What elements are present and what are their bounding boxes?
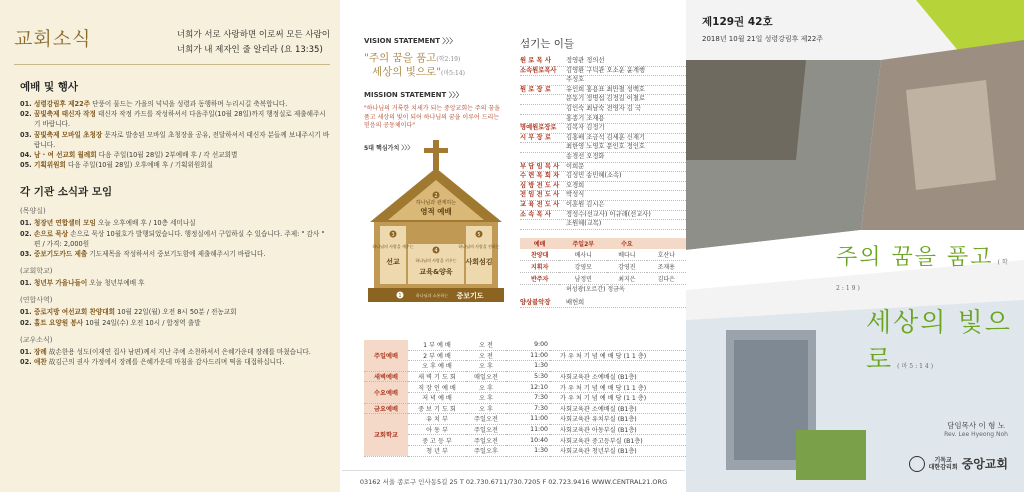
center-value: 교육&양육	[419, 268, 453, 276]
item-body: 손으로 묵상 10월호가 발행되었습니다. 행정실에서 구입하실 수 있습니다. 주제: " 감사 " 편 / 가격: 2,000원	[34, 229, 325, 248]
item-highlight: 꿈빛축제 모바일 초청장	[34, 130, 103, 139]
item-number: 01.	[20, 100, 32, 108]
worship-row	[364, 392, 700, 403]
vision-ref-2: (마5:14)	[441, 70, 465, 77]
staff-names: 송경선 오정화	[566, 152, 605, 160]
choir-wednesday: 김다은	[647, 272, 686, 284]
staff-row	[520, 201, 686, 211]
section-title: 각 기관 소식과 모임	[20, 186, 113, 199]
pastor-name-en: Rev. Lee Hyeong Noh	[944, 431, 1008, 438]
group-name: (목양실)	[20, 207, 46, 216]
left-sub: 하나님의 사랑을 세우는	[372, 244, 414, 249]
worship-row	[364, 435, 700, 446]
choir-head-cell: 수요	[607, 238, 646, 249]
staff-row	[520, 172, 686, 182]
group-name: (교우소식)	[20, 335, 53, 344]
staff-row	[520, 67, 686, 77]
service-name: 청 년 부	[408, 445, 466, 456]
worship-table	[364, 340, 700, 457]
worship-row	[364, 424, 700, 435]
item-highlight: 손으로 묵상	[34, 229, 69, 238]
worship-category: 교회학교	[364, 414, 408, 456]
news-item	[20, 229, 330, 249]
item-text	[34, 109, 330, 129]
staff-role: 시 무 장 로	[520, 133, 551, 141]
center-sub: 하나님의 사람을 키우는	[415, 258, 457, 263]
organist-row	[520, 299, 686, 309]
service-name: 저 녁 예 배	[408, 392, 466, 403]
item-number: 04.	[20, 151, 32, 160]
news-item	[20, 278, 330, 288]
item-number: 05.	[20, 161, 32, 170]
staff-row	[520, 143, 686, 153]
item-number: 02.	[20, 358, 32, 367]
staff-row	[520, 182, 686, 192]
news-header	[14, 8, 330, 65]
worship-category: 금요예배	[364, 403, 408, 414]
item-text	[34, 160, 213, 170]
item-highlight: 성령강림후 제22주	[34, 100, 91, 108]
item-body: 오늘 청년부예배 후	[89, 279, 145, 288]
news-title: 교회소식	[14, 28, 92, 50]
service-place: 사회교육관 중고등부실 (B1층)	[550, 435, 700, 446]
pastor-name: 담임목사 이 형 노	[947, 421, 1005, 430]
left-value: 선교	[386, 258, 400, 266]
header-verse	[177, 28, 330, 58]
service-place: 사회교육관 청년부실 (B1층)	[550, 445, 700, 456]
staff-row	[520, 211, 686, 221]
church-logo	[909, 455, 1008, 472]
worship-category: 수요예배	[364, 382, 408, 403]
trees	[796, 430, 866, 480]
worship-row	[364, 445, 700, 456]
news-item	[20, 218, 330, 228]
pastor-info	[944, 420, 1008, 438]
item-body: 기도제목을 작성하셔서 중보기도함에 제출해주시기 바랍니다.	[89, 250, 266, 259]
service-place: 가 우 처 기 념 예 배 당 (1 1 층)	[550, 382, 700, 393]
item-body: 문자로 발송된 모바일 초청장을 공유, 전달하셔서 태신자 분들께 보내주시기 바랍니다.	[34, 130, 330, 149]
staff-row	[520, 115, 686, 125]
choir-wednesday: 조재용	[647, 260, 686, 272]
organist-role: 양상블악장	[520, 298, 551, 306]
staff-names: 이희문	[566, 162, 585, 170]
vision-ref-1: (학2:19)	[436, 56, 461, 63]
staff-role	[520, 105, 566, 114]
item-body: 10월 22일(월) 오전 8시 50분 / 전농교회	[117, 308, 237, 317]
staff-row	[520, 95, 686, 105]
worship-row	[364, 340, 700, 350]
item-text	[34, 347, 311, 357]
item-highlight: 장례	[34, 347, 47, 356]
staff-row	[520, 86, 686, 96]
item-text	[34, 218, 196, 228]
staff-names: 김복자 김정기	[566, 124, 605, 132]
service-time: 1:30	[506, 445, 550, 456]
mission-text: "하나님의 거룩한 치세가 되는 중앙교회는 주의 꿈을 품고 세상의 빛이 되어 하나님의 꿈을 이루어 드리는 믿음의 공동체이다"	[364, 105, 500, 129]
staff-names: 정성수(선교사) 이규래(선교사)	[566, 210, 651, 218]
item-highlight: 중로지방 여선교회 찬양대회	[34, 308, 116, 317]
service-time: 10:40	[506, 435, 550, 446]
service-time: 11:00	[506, 414, 550, 425]
verse-line-1: 너희가 서로 사랑하면 이로써 모든 사람이	[176, 30, 330, 40]
section-title: 예배 및 행사	[20, 81, 79, 93]
service-place: 사회교육관 소예배실 (B1층)	[550, 371, 700, 382]
staff-role: 교 육 전 도 사	[520, 200, 560, 208]
staff-row	[520, 124, 686, 134]
news-item	[20, 150, 330, 160]
mission-label: MISSION STATEMENT 〉〉〉	[364, 91, 463, 99]
cover-panel	[686, 0, 1024, 492]
cross-horizontal	[424, 148, 448, 153]
staff-section	[520, 36, 686, 308]
service-period: 매일오전	[466, 371, 506, 382]
vision-line-2: 세상의 빛으로"	[372, 66, 442, 78]
service-period: 오 전	[466, 340, 506, 350]
worship-row	[364, 382, 700, 393]
service-time: 7:30	[506, 403, 550, 414]
news-item	[20, 130, 330, 150]
staff-row	[520, 105, 686, 115]
church-name: 중앙교회	[961, 457, 1008, 471]
staff-role: 소 속 목 사	[520, 210, 551, 218]
church-emblem-icon	[909, 456, 925, 472]
service-place: 가 우 처 기 념 예 배 당 (1 1 층)	[550, 392, 700, 403]
item-text	[34, 99, 287, 109]
vision-label: VISION STATEMENT 〉〉〉	[364, 37, 457, 45]
staff-role: 심 방 전 도 사	[520, 181, 560, 189]
staff-names: 박성식	[566, 191, 585, 199]
staff-role	[520, 143, 566, 152]
cross-vertical	[433, 140, 439, 170]
service-place	[550, 361, 700, 372]
service-period: 오 후	[466, 382, 506, 393]
service-time: 12:10	[506, 382, 550, 393]
staff-names: 이훈원 김시은	[566, 200, 605, 208]
staff-names: 홍종기 조재용	[566, 114, 605, 122]
item-number: 03.	[20, 250, 32, 259]
photo-congregation-shade	[686, 60, 806, 160]
vision-statement	[364, 52, 506, 80]
vision-line-1: "주의 꿈을 품고	[364, 52, 437, 64]
choir-head-cell: 예배	[520, 238, 559, 249]
service-place	[550, 340, 700, 350]
item-text	[34, 318, 200, 328]
worship-category: 새벽예배	[364, 371, 408, 382]
choir-header	[520, 238, 686, 249]
badge-base-num: 1	[398, 293, 402, 299]
service-name: 중 고 등 부	[408, 435, 466, 446]
choir-sunday: 강영모	[559, 260, 607, 272]
item-number: 01.	[20, 308, 32, 317]
group-name: (연합사역)	[20, 296, 53, 305]
item-number: 01.	[20, 279, 32, 288]
staff-role: 수 련 목 회 자	[520, 172, 560, 180]
staff-list	[520, 57, 686, 230]
core-values-house-diagram	[366, 140, 506, 310]
item-highlight: 남 · 여 선교회 월례회	[34, 151, 97, 160]
item-highlight: 청장년 연합셀터 모임	[34, 219, 96, 228]
staff-role: 부 담 임 목 사	[520, 162, 560, 170]
service-time: 11:00	[506, 424, 550, 435]
choir-sunday: 남정민	[559, 272, 607, 284]
service-time: 5:30	[506, 371, 550, 382]
staff-names: 김홍배 조금석 김세훈 신재기	[566, 133, 645, 141]
worship-row	[364, 414, 700, 425]
choir-table	[520, 238, 686, 285]
verse-line-2: 너희가 내 제자인 줄 알리라 (요 13:35)	[176, 45, 323, 55]
service-place: 가 우 처 기 념 예 배 당 (1 1 층)	[550, 350, 700, 361]
choir-row	[520, 260, 686, 272]
group-name: (교회학교)	[20, 267, 53, 276]
staff-role	[520, 95, 566, 104]
organist-name: 배헌희	[566, 298, 585, 306]
cover-slogan	[836, 240, 1024, 376]
item-highlight: 청년부 가을나들이	[34, 279, 88, 288]
item-text	[34, 357, 285, 367]
staff-names: 김영환 구덕관 오소운 윤계행	[566, 66, 645, 74]
news-item	[20, 357, 330, 367]
staff-role: 원 로 목 사	[520, 57, 551, 64]
service-place: 사회교육관 유치부실 (B1층)	[550, 414, 700, 425]
worship-row	[364, 350, 700, 361]
top-sub: 하나님과 관계하는	[415, 200, 457, 206]
staff-role	[520, 220, 566, 229]
service-time: 7:30	[506, 392, 550, 403]
choir-row	[520, 249, 686, 261]
slogan-line-1: 주의 꿈을 품고	[836, 245, 994, 270]
item-text	[34, 150, 237, 160]
choir-sunday2: 베다니	[607, 249, 646, 261]
staff-names: 정영관 정의선	[566, 57, 605, 64]
service-time: 9:00	[506, 340, 550, 350]
item-highlight: 홀트 요양원 봉사	[34, 318, 84, 327]
staff-names: 유인희 홍용표 최만철 성백호	[566, 85, 645, 93]
service-time: 11:00	[506, 350, 550, 361]
service-name: 중 보 기 도 회	[408, 403, 466, 414]
service-name: 1 부 예 배	[408, 340, 466, 350]
slogan-line-2: 세상의 빛으로	[866, 308, 1012, 375]
right-sub: 하나님의 사랑을 전하는	[458, 244, 500, 249]
item-text	[34, 249, 265, 259]
service-period: 주일오후	[466, 445, 506, 456]
staff-row	[520, 57, 686, 67]
item-highlight: 중보기도카드 제출	[34, 250, 88, 259]
item-body: 故김근의 권사 가정에서 장례를 은혜가운데 마침을 감사드리며 떡을 대접하십니다.	[48, 358, 285, 367]
item-number: 01.	[20, 347, 32, 356]
staff-title: 섬기는 이들	[520, 38, 575, 50]
staff-names: 조원혜(교목)	[566, 220, 602, 228]
item-text	[34, 130, 330, 150]
worship-row	[364, 403, 700, 414]
slogan-ref-2: (마5:14)	[897, 363, 936, 370]
news-body	[14, 79, 330, 367]
staff-role	[520, 76, 566, 85]
service-name: 오 후 예 배	[408, 361, 466, 372]
service-name: 아 동 부	[408, 424, 466, 435]
staff-role	[520, 153, 566, 162]
badge-5-num: 5	[477, 232, 481, 238]
staff-names: 김인숙 최남숙 전영자 김 국	[566, 104, 641, 112]
staff-row	[520, 163, 686, 173]
choir-row	[520, 272, 686, 284]
item-body: 다음 주일(10월 28일) 오후예배 후 / 기획위원회실	[67, 161, 213, 170]
item-highlight: 꿈빛축제 태신자 작정	[34, 110, 96, 119]
item-body: 10월 24일(수) 오전 10시 / 합정역 출발	[85, 318, 201, 327]
item-number: 02.	[20, 229, 32, 238]
service-place: 사회교육관 소예배실 (B1층)	[550, 403, 700, 414]
church-denomination: 기독교 대한감리회	[928, 456, 958, 471]
right-value: 사회섬김	[465, 258, 493, 266]
choir-head-blank	[647, 238, 686, 249]
item-text	[34, 278, 145, 288]
service-period: 주일오전	[466, 414, 506, 425]
item-number: 02.	[20, 318, 32, 327]
staff-role: 명예원로장로	[520, 124, 557, 132]
staff-role: 원 로 장 로	[520, 85, 551, 93]
choir-role: 찬양대	[520, 249, 559, 261]
base-value: 중보기도	[456, 292, 484, 300]
service-name: 유 치 부	[408, 414, 466, 425]
choir-role: 지휘자	[520, 260, 559, 272]
base-sub: 하나님과 소통하는	[415, 293, 449, 298]
service-time: 1:30	[506, 361, 550, 372]
item-body: 태신자 작정 카드를 작성하셔서 다음주일(10월 28일)까지 행정실로 제출해주시기 바랍니다.	[34, 110, 326, 129]
staff-names: 주성호	[566, 76, 585, 84]
item-body: 단풍이 물드는 가을의 넉넉을 성령과 동행하며 누리시길 축복합니다.	[92, 100, 288, 108]
slogan-ref-1: (학2:19)	[836, 259, 1010, 292]
news-item	[20, 318, 330, 328]
item-number: 02.	[20, 110, 32, 119]
photo-prayer-highlight	[906, 80, 996, 190]
item-text	[34, 229, 330, 249]
staff-row	[520, 76, 686, 86]
choir-sunday2: 강영진	[607, 260, 646, 272]
news-item	[20, 347, 330, 357]
staff-row	[520, 153, 686, 163]
service-period: 오 후	[466, 392, 506, 403]
news-item	[20, 99, 330, 109]
service-period: 오 전	[466, 350, 506, 361]
service-name: 새 벽 기 도 회	[408, 371, 466, 382]
service-place: 사회교육관 아동부실 (B1층)	[550, 424, 700, 435]
core-values-label: 5대 핵심가치 〉〉〉	[364, 144, 414, 152]
top-value: 영적 예배	[420, 207, 452, 216]
badge-1-num: 2	[434, 193, 438, 199]
item-body: 故손한용 성도(이재연 집사 남편)께서 지난 주에 소천하셔서 은혜가운데 장례를 마쳤습니다.	[48, 347, 311, 356]
worship-category: 주일예배	[364, 340, 408, 371]
staff-names: 문동기 정명섭 김정길 이철로	[566, 95, 645, 103]
service-period: 오 후	[466, 361, 506, 372]
badge-3-num: 3	[391, 232, 395, 238]
news-item	[20, 160, 330, 170]
choir-sunday: 베사니	[559, 249, 607, 261]
worship-row	[364, 371, 700, 382]
news-panel	[0, 0, 340, 492]
choir-sunday2: 최지은	[607, 272, 646, 284]
staff-names: 최한영 노영호 문인호 정인호	[566, 143, 645, 151]
news-item	[20, 249, 330, 259]
item-number: 01.	[20, 219, 32, 228]
staff-role	[520, 115, 566, 124]
choir-wednesday: 호산나	[647, 249, 686, 261]
service-name: 2 부 예 배	[408, 350, 466, 361]
issue-date: 2018년 10월 21일 성령강림후 제22주	[702, 35, 824, 43]
item-number: 03.	[20, 130, 32, 139]
service-period: 오 후	[466, 403, 506, 414]
staff-row	[520, 220, 686, 230]
service-period: 주일오전	[466, 435, 506, 446]
item-highlight: 애찬	[34, 358, 47, 367]
item-body: 오늘 오후예배 후 / 10층 세미나실	[98, 219, 196, 228]
issue-number: 제129권 42호	[702, 16, 773, 28]
item-body: 다음 주일(10월 28일) 2부예배 후 / 각 선교회별	[98, 151, 238, 160]
item-highlight: 기획위원회	[34, 161, 66, 170]
staff-names: 김성민 송민혜(소속)	[566, 172, 622, 180]
staff-row	[520, 191, 686, 201]
service-name: 직 장 인 예 배	[408, 382, 466, 393]
choir-role: 반주자	[520, 272, 559, 284]
service-period: 주일오전	[466, 424, 506, 435]
news-item	[20, 109, 330, 129]
choir-head-cell: 주일2부	[559, 238, 607, 249]
staff-role: 소속원로목사	[520, 66, 557, 74]
staff-names: 오경희	[566, 181, 585, 189]
badge-4-num: 4	[434, 248, 438, 254]
item-text	[34, 307, 237, 317]
news-item	[20, 307, 330, 317]
choir-extra: 허성광(오르간) 정금옥	[566, 285, 625, 293]
staff-row	[520, 134, 686, 144]
address-footer: 03162 서울 종로구 인사동5길 25 T 02.730.6711/730.7205 F 02.723.9416 WWW.CENTRAL21.ORG	[342, 470, 685, 492]
worship-row	[364, 361, 700, 372]
staff-role: 전 임 전 도 사	[520, 191, 560, 199]
